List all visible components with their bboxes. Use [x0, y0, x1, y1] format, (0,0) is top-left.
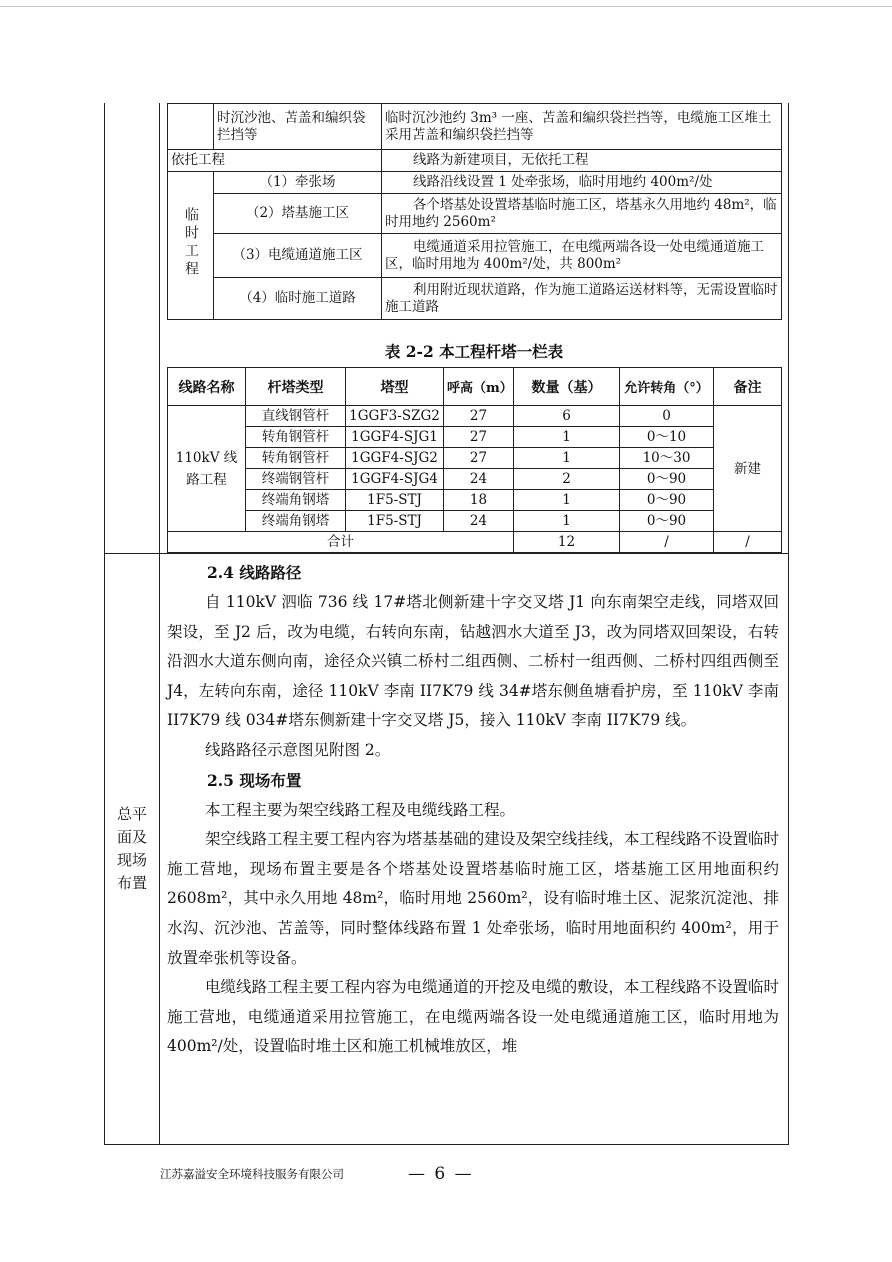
- table-cell: （1）牵张场: [214, 172, 382, 194]
- table-cell: 24: [444, 511, 514, 532]
- total-remark-cell: /: [714, 532, 782, 553]
- table-cell: 10～30: [620, 448, 714, 469]
- table-cell: 终端角钢塔: [246, 511, 346, 532]
- column-header: 数量（基）: [514, 368, 620, 406]
- table-row: [168, 278, 782, 320]
- table-cell: 1: [514, 490, 620, 511]
- table-cell: [168, 104, 214, 150]
- table-row: [168, 427, 782, 448]
- tower-list-table: [167, 367, 782, 553]
- project-composition-table: [167, 103, 782, 320]
- paragraph: 架空线路工程主要工程内容为塔基基础的建设及架空线挂线，本工程线路不设置临时施工营地，现场布置主要是各个塔基处设置塔基临时施工区，塔基施工区用地面积约 2608m²，其中永久用地 48m²，临时用地 2560m²，设有临时堆土区、泥浆沉淀池、排水沟、沉沙池、苫盖等，同时整体线路布置 1 处牵张场，临时用地面积约 400m²，用于放置牵张机等设备。: [167, 830, 779, 967]
- total-angle-cell: /: [620, 532, 714, 553]
- column-header: 允许转角（°）: [620, 368, 714, 406]
- table-cell: 时沉沙池、苫盖和编织袋拦挡等: [214, 104, 382, 150]
- table-cell: 18: [444, 490, 514, 511]
- table-cell: 27: [444, 427, 514, 448]
- table-cell: 转角钢管杆: [246, 427, 346, 448]
- paragraph: 本工程主要为架空线路工程及电缆线路工程。: [205, 800, 516, 819]
- temp-works-group-cell: [168, 172, 214, 320]
- table-cell: 0～90: [620, 490, 714, 511]
- table-cell: 27: [444, 448, 514, 469]
- section-heading-2-5: 2.5 现场布置: [207, 770, 302, 790]
- table-cell: 2: [514, 469, 620, 490]
- table-cell: 直线钢管杆: [246, 406, 346, 427]
- table-row: [168, 194, 782, 234]
- table-cell: 0～10: [620, 427, 714, 448]
- footer-company: 江苏嘉溢安全环境科技服务有限公司: [160, 1167, 344, 1181]
- page-number: — 6 —: [408, 1164, 474, 1184]
- table-cell: （2）塔基施工区: [214, 194, 382, 234]
- left-column: [105, 103, 160, 1144]
- table-cell: 终端角钢塔: [246, 490, 346, 511]
- table-cell: 1GGF4-SJG4: [346, 469, 444, 490]
- table-row: [168, 104, 782, 150]
- table-cell: 各个塔基处设置塔基临时施工区，塔基永久用地约 48m²，临时用地约 2560m²: [382, 194, 782, 234]
- table-cell: 1: [514, 511, 620, 532]
- table-row: [168, 448, 782, 469]
- table-cell: 6: [514, 406, 620, 427]
- table-cell: 1GGF4-SJG1: [346, 427, 444, 448]
- table-cell: 依托工程: [168, 150, 382, 172]
- section-heading-2-4: 2.4 线路路径: [207, 563, 302, 582]
- table-cell: （3）电缆通道施工区: [214, 234, 382, 278]
- table-row: [168, 234, 782, 278]
- total-label-cell: 合计: [168, 532, 514, 553]
- table-row: [168, 469, 782, 490]
- table-row: [168, 406, 782, 427]
- table-cell: 0～90: [620, 469, 714, 490]
- column-header: 呼高（m）: [444, 368, 514, 406]
- section-divider: [105, 553, 788, 554]
- table-cell: 1F5-STJ: [346, 490, 444, 511]
- table-cell: 1: [514, 427, 620, 448]
- temp-works-label: 临时工程: [183, 207, 199, 279]
- column-header: 塔型: [346, 368, 444, 406]
- table-cell: 电缆通道采用拉管施工，在电缆两端各设一处电缆通道施工区，临时用地为 400m²/处，共 800m²: [382, 234, 782, 278]
- main-frame: [104, 103, 789, 1145]
- table-row: [168, 490, 782, 511]
- left-column-label: [105, 803, 159, 895]
- table-cell: 27: [444, 406, 514, 427]
- top-divider: [0, 6, 892, 7]
- table-header-row: [168, 368, 782, 406]
- table-row: [168, 150, 782, 172]
- table-cell: 线路沿线设置 1 处牵张场，临时用地约 400m²/处: [382, 172, 782, 194]
- section-content: [167, 558, 779, 1062]
- column-header: 杆塔类型: [246, 368, 346, 406]
- table-cell: 线路为新建项目，无依托工程: [382, 150, 782, 172]
- remark-cell: 新建: [714, 406, 782, 532]
- table-row: [168, 172, 782, 194]
- table-row: [168, 511, 782, 532]
- table-cell: 0～90: [620, 511, 714, 532]
- table-cell: 转角钢管杆: [246, 448, 346, 469]
- total-count-cell: 12: [514, 532, 620, 553]
- column-header: 线路名称: [168, 368, 246, 406]
- paragraph: 电缆线路工程主要工程内容为电缆通道的开挖及电缆的敷设，本工程线路不设置临时施工营地，电缆通道采用拉管施工，在电缆两端各设一处电缆通道施工区，临时用地为 400m²/处，设置临时堆土区和施工机械堆放区，堆: [167, 978, 779, 1056]
- table-cell: 1: [514, 448, 620, 469]
- table-cell: 24: [444, 469, 514, 490]
- table-cell: 利用附近现状道路，作为施工道路运送材料等，无需设置临时施工道路: [382, 278, 782, 320]
- table-cell: （4）临时施工道路: [214, 278, 382, 320]
- table-cell: 临时沉沙池约 3m³ 一座、苫盖和编织袋拦挡等，电缆施工区堆土采用苫盖和编织袋拦挡等: [382, 104, 782, 150]
- table-cell: 1GGF4-SJG2: [346, 448, 444, 469]
- table-cell: 终端钢管杆: [246, 469, 346, 490]
- table-cell: 0: [620, 406, 714, 427]
- line-name-cell: 110kV 线路工程: [168, 406, 246, 532]
- column-header: 备注: [714, 368, 782, 406]
- paragraph: 线路路径示意图见附图 2。: [205, 740, 391, 759]
- table-total-row: [168, 532, 782, 553]
- table2-title: 表 2-2 本工程杆塔一栏表: [384, 342, 564, 361]
- table-cell: 1F5-STJ: [346, 511, 444, 532]
- paragraph: 自 110kV 泗临 736 线 17#塔北侧新建十字交叉塔 J1 向东南架空走线，同塔双回架设，至 J2 后，改为电缆，右转向东南，钻越泗水大道至 J3，改为同塔双回架设，右转沿泗水大道东侧向南，途径众兴镇二桥村二组西侧、二桥村一组西侧、二桥村四组西侧至 J4，左转向东南，途径 110kV 李南 II7K79 线 34#塔东侧鱼塘看护房，至 110kV 李南 II7K79 线 034#塔东侧新建十字交叉塔 J5，接入 110kV 李南 II7K79 线。: [167, 593, 779, 730]
- table-cell: 1GGF3-SZG2: [346, 406, 444, 427]
- left-label-text: 总平面及现场布置: [116, 805, 147, 892]
